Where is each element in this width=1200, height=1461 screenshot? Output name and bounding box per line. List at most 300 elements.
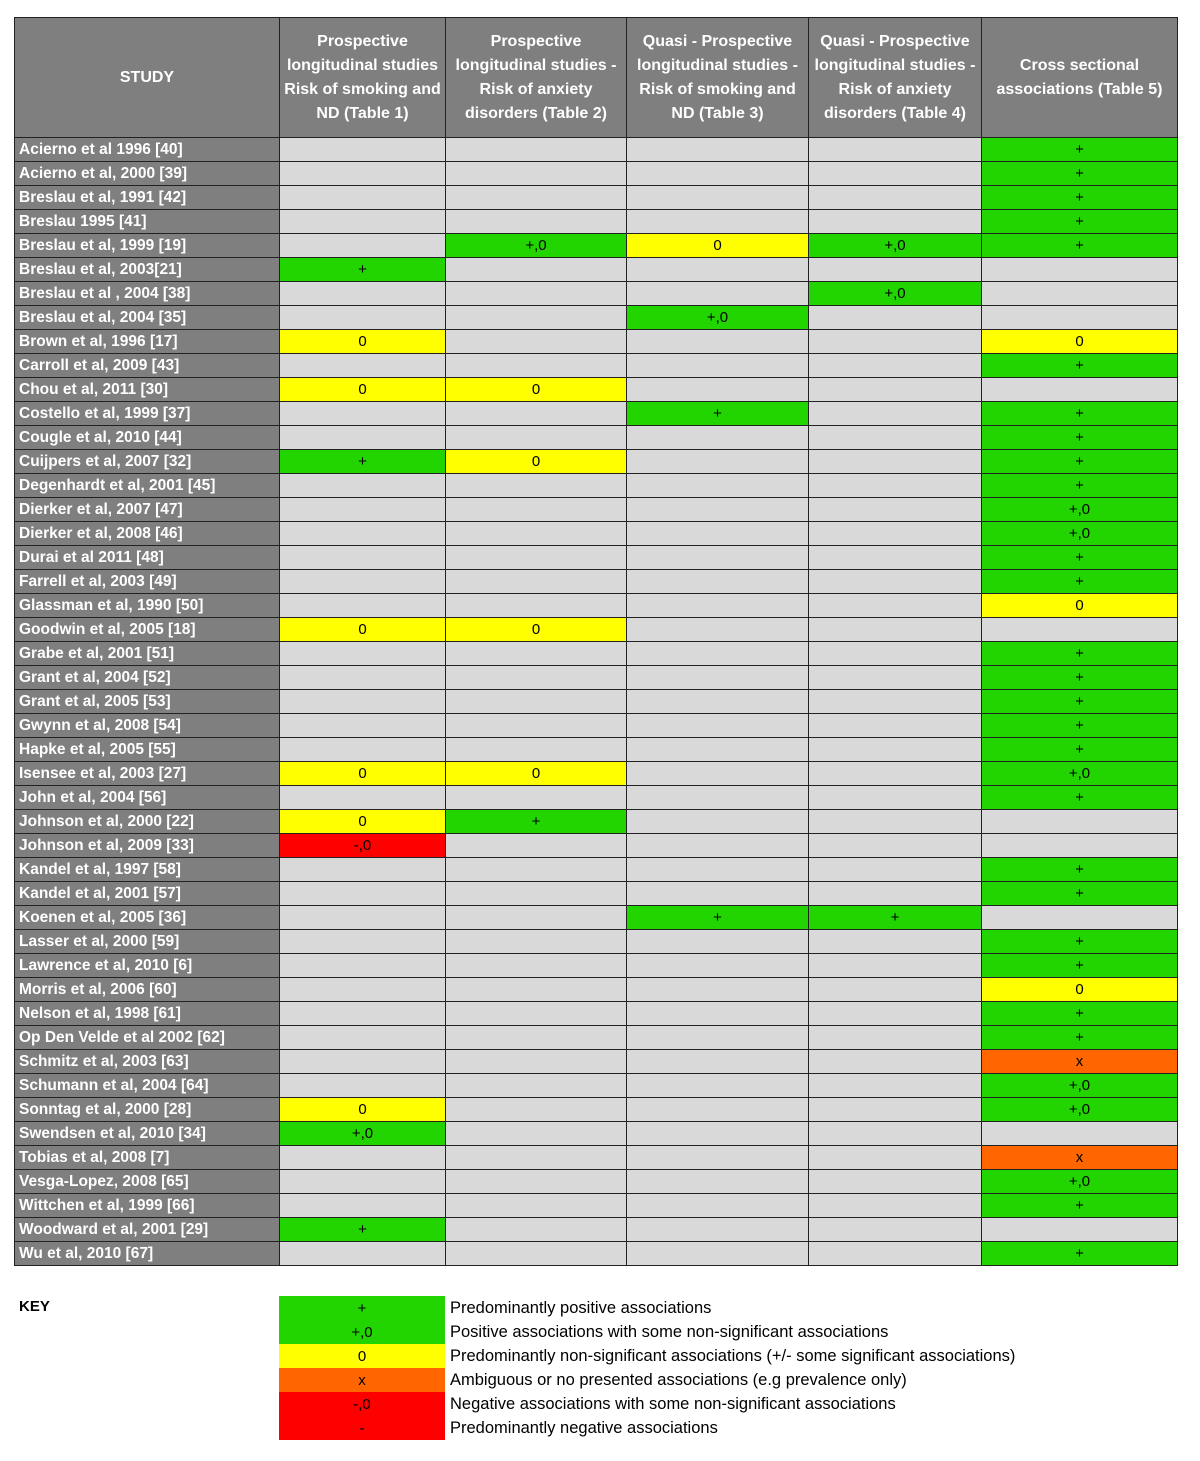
study-name-cell: Grabe et al, 2001 [51] — [15, 642, 280, 666]
key-swatch: 0 — [279, 1344, 445, 1368]
study-name-cell: Dierker et al, 2007 [47] — [15, 498, 280, 522]
association-cell — [446, 162, 627, 186]
association-cell — [446, 882, 627, 906]
association-cell — [627, 594, 809, 618]
study-name-cell: Dierker et al, 2008 [46] — [15, 522, 280, 546]
study-name-cell: Grant et al, 2004 [52] — [15, 666, 280, 690]
association-cell — [627, 1098, 809, 1122]
table-row — [15, 258, 1178, 282]
key-swatch: + — [279, 1296, 445, 1320]
association-cell — [446, 666, 627, 690]
study-name-cell: Breslau 1995 [41] — [15, 210, 280, 234]
association-cell: + — [982, 666, 1178, 690]
association-cell — [446, 402, 627, 426]
association-cell — [627, 690, 809, 714]
study-name-cell: Cougle et al, 2010 [44] — [15, 426, 280, 450]
association-cell — [627, 570, 809, 594]
study-name-cell: Kandel et al, 2001 [57] — [15, 882, 280, 906]
table-row — [15, 1050, 1178, 1074]
association-cell — [446, 474, 627, 498]
association-cell — [982, 1218, 1178, 1242]
association-cell — [280, 1050, 446, 1074]
association-cell — [627, 498, 809, 522]
key-description: Predominantly negative associations — [450, 1418, 718, 1437]
association-cell — [809, 1146, 982, 1170]
table-row — [15, 834, 1178, 858]
association-cell — [627, 474, 809, 498]
association-cell — [446, 954, 627, 978]
association-cell — [446, 138, 627, 162]
association-cell — [446, 1194, 627, 1218]
association-cell — [280, 234, 446, 258]
association-cell — [446, 1122, 627, 1146]
association-cell — [627, 642, 809, 666]
table-row — [15, 138, 1178, 162]
association-cell: + — [982, 354, 1178, 378]
association-cell: + — [982, 954, 1178, 978]
association-cell — [280, 858, 446, 882]
association-cell: x — [982, 1146, 1178, 1170]
table-row — [15, 354, 1178, 378]
association-cell — [982, 282, 1178, 306]
study-name-cell: Schumann et al, 2004 [64] — [15, 1074, 280, 1098]
association-cell: + — [280, 450, 446, 474]
association-cell — [809, 954, 982, 978]
key-item — [279, 1344, 1015, 1368]
association-cell — [982, 258, 1178, 282]
association-cell — [446, 1218, 627, 1242]
header-quasi-smoking: Quasi - Prospective longitudinal studies - Risk of smoking and ND (Table 3) — [627, 18, 809, 138]
study-name-cell: Glassman et al, 1990 [50] — [15, 594, 280, 618]
association-cell — [809, 762, 982, 786]
study-name-cell: Sonntag et al, 2000 [28] — [15, 1098, 280, 1122]
study-name-cell: Farrell et al, 2003 [49] — [15, 570, 280, 594]
study-name-cell: Morris et al, 2006 [60] — [15, 978, 280, 1002]
table-row — [15, 786, 1178, 810]
key-label: KEY — [19, 1298, 50, 1315]
association-cell — [627, 162, 809, 186]
association-cell: +,0 — [446, 234, 627, 258]
association-cell — [280, 642, 446, 666]
table-row — [15, 1242, 1178, 1266]
study-name-cell: Hapke et al, 2005 [55] — [15, 738, 280, 762]
key-item — [279, 1296, 1015, 1320]
table-row — [15, 1026, 1178, 1050]
association-cell: 0 — [446, 378, 627, 402]
association-cell — [280, 1194, 446, 1218]
table-row — [15, 162, 1178, 186]
association-cell: + — [982, 474, 1178, 498]
association-cell — [627, 186, 809, 210]
study-name-cell: Wittchen et al, 1999 [66] — [15, 1194, 280, 1218]
association-cell — [280, 594, 446, 618]
study-name-cell: Chou et al, 2011 [30] — [15, 378, 280, 402]
key-swatch: x — [279, 1368, 445, 1392]
table-row — [15, 1146, 1178, 1170]
association-cell: 0 — [982, 594, 1178, 618]
association-cell — [627, 522, 809, 546]
association-cell: + — [982, 426, 1178, 450]
association-cell — [280, 738, 446, 762]
association-cell — [280, 426, 446, 450]
association-cell — [809, 306, 982, 330]
association-cell — [280, 570, 446, 594]
association-cell: + — [982, 1242, 1178, 1266]
table-row — [15, 474, 1178, 498]
association-cell: 0 — [446, 450, 627, 474]
association-cell — [982, 834, 1178, 858]
association-cell — [446, 1026, 627, 1050]
association-cell — [446, 210, 627, 234]
table-row — [15, 330, 1178, 354]
header-study: STUDY — [15, 18, 280, 138]
study-name-cell: Costello et al, 1999 [37] — [15, 402, 280, 426]
table-row — [15, 978, 1178, 1002]
association-cell — [809, 786, 982, 810]
association-cell — [627, 1170, 809, 1194]
association-cell — [627, 354, 809, 378]
association-cell — [280, 786, 446, 810]
association-cell — [446, 858, 627, 882]
table-row — [15, 1122, 1178, 1146]
association-cell — [809, 690, 982, 714]
association-cell: + — [982, 450, 1178, 474]
association-cell: 0 — [280, 618, 446, 642]
key-swatch: -,0 — [279, 1392, 445, 1416]
association-cell — [627, 258, 809, 282]
association-cell — [982, 618, 1178, 642]
association-cell — [627, 666, 809, 690]
association-cell — [446, 1050, 627, 1074]
association-cell — [627, 1002, 809, 1026]
study-name-cell: Cuijpers et al, 2007 [32] — [15, 450, 280, 474]
association-cell — [446, 570, 627, 594]
association-cell: +,0 — [809, 282, 982, 306]
association-cell — [627, 330, 809, 354]
association-cell — [446, 522, 627, 546]
association-cell — [982, 306, 1178, 330]
study-name-cell: Goodwin et al, 2005 [18] — [15, 618, 280, 642]
association-cell: +,0 — [982, 498, 1178, 522]
association-cell — [627, 450, 809, 474]
association-cell — [627, 1074, 809, 1098]
study-name-cell: Acierno et al, 2000 [39] — [15, 162, 280, 186]
association-cell: 0 — [280, 762, 446, 786]
association-cell — [627, 138, 809, 162]
association-cell — [280, 930, 446, 954]
association-cell — [627, 762, 809, 786]
association-cell — [280, 1170, 446, 1194]
association-cell — [809, 1218, 982, 1242]
table-row — [15, 642, 1178, 666]
association-cell — [280, 690, 446, 714]
association-cell: + — [446, 810, 627, 834]
study-name-cell: Breslau et al, 1991 [42] — [15, 186, 280, 210]
association-cell — [809, 714, 982, 738]
association-cell — [627, 546, 809, 570]
association-cell — [809, 1122, 982, 1146]
association-cell — [627, 738, 809, 762]
association-cell — [627, 882, 809, 906]
association-cell — [982, 378, 1178, 402]
key-description: Positive associations with some non-significant associations — [450, 1322, 889, 1341]
table-row — [15, 282, 1178, 306]
association-cell: + — [982, 714, 1178, 738]
association-cell — [280, 474, 446, 498]
association-cell — [809, 882, 982, 906]
association-cell: 0 — [627, 234, 809, 258]
study-name-cell: John et al, 2004 [56] — [15, 786, 280, 810]
association-cell — [280, 1074, 446, 1098]
association-cell — [627, 378, 809, 402]
association-cell — [627, 1218, 809, 1242]
study-name-cell: Koenen et al, 2005 [36] — [15, 906, 280, 930]
association-cell: + — [982, 546, 1178, 570]
table-row — [15, 522, 1178, 546]
study-name-cell: Isensee et al, 2003 [27] — [15, 762, 280, 786]
association-cell — [627, 714, 809, 738]
association-cell — [809, 1050, 982, 1074]
association-cell — [280, 138, 446, 162]
study-name-cell: Tobias et al, 2008 [7] — [15, 1146, 280, 1170]
association-cell — [809, 1098, 982, 1122]
study-name-cell: Acierno et al 1996 [40] — [15, 138, 280, 162]
association-cell: + — [982, 930, 1178, 954]
association-cell: 0 — [280, 1098, 446, 1122]
header-row — [15, 18, 1178, 138]
study-name-cell: Brown et al, 1996 [17] — [15, 330, 280, 354]
association-cell: + — [982, 570, 1178, 594]
association-cell: +,0 — [982, 522, 1178, 546]
table-row — [15, 594, 1178, 618]
association-cell — [280, 882, 446, 906]
association-cell — [809, 186, 982, 210]
association-cell — [809, 1074, 982, 1098]
association-cell: +,0 — [809, 234, 982, 258]
association-cell: + — [982, 138, 1178, 162]
association-cell — [446, 930, 627, 954]
association-cell — [446, 354, 627, 378]
association-cell: +,0 — [627, 306, 809, 330]
association-cell — [280, 954, 446, 978]
association-cell — [446, 1098, 627, 1122]
table-row — [15, 210, 1178, 234]
association-cell — [809, 450, 982, 474]
association-cell — [627, 1146, 809, 1170]
association-cell — [627, 426, 809, 450]
association-cell — [809, 930, 982, 954]
association-cell — [809, 666, 982, 690]
association-cell — [809, 210, 982, 234]
association-cell — [809, 138, 982, 162]
table-row — [15, 378, 1178, 402]
header-prospective-smoking: Prospective longitudinal studies Risk of smoking and ND (Table 1) — [280, 18, 446, 138]
table-row — [15, 690, 1178, 714]
header-prospective-anxiety: Prospective longitudinal studies - Risk of anxiety disorders (Table 2) — [446, 18, 627, 138]
association-cell — [809, 546, 982, 570]
study-name-cell: Nelson et al, 1998 [61] — [15, 1002, 280, 1026]
association-cell: + — [982, 162, 1178, 186]
association-cell — [809, 522, 982, 546]
association-cell — [809, 1026, 982, 1050]
key-description: Negative associations with some non-significant associations — [450, 1394, 896, 1413]
table-row — [15, 570, 1178, 594]
table-row — [15, 954, 1178, 978]
association-cell: 0 — [280, 378, 446, 402]
association-cell: 0 — [280, 330, 446, 354]
association-cell — [809, 618, 982, 642]
study-name-cell: Wu et al, 2010 [67] — [15, 1242, 280, 1266]
association-cell: +,0 — [982, 1098, 1178, 1122]
association-cell: -,0 — [280, 834, 446, 858]
association-cell: + — [280, 258, 446, 282]
association-cell — [280, 210, 446, 234]
key-description: Ambiguous or no presented associations (e.g prevalence only) — [450, 1370, 907, 1389]
table-row — [15, 858, 1178, 882]
study-name-cell: Op Den Velde et al 2002 [62] — [15, 1026, 280, 1050]
association-cell: + — [982, 1026, 1178, 1050]
key-item — [279, 1392, 1015, 1416]
association-cell — [446, 1170, 627, 1194]
association-cell — [809, 978, 982, 1002]
association-cell — [280, 162, 446, 186]
study-name-cell: Kandel et al, 1997 [58] — [15, 858, 280, 882]
association-cell — [446, 546, 627, 570]
table-row — [15, 738, 1178, 762]
association-cell — [280, 1242, 446, 1266]
association-cell: 0 — [982, 978, 1178, 1002]
association-cell — [809, 354, 982, 378]
association-cell: + — [982, 234, 1178, 258]
study-name-cell: Johnson et al, 2009 [33] — [15, 834, 280, 858]
association-cell — [627, 930, 809, 954]
association-cell — [280, 306, 446, 330]
table-row — [15, 1218, 1178, 1242]
association-cell: + — [982, 210, 1178, 234]
study-name-cell: Lasser et al, 2000 [59] — [15, 930, 280, 954]
table-row — [15, 1074, 1178, 1098]
association-cell — [280, 282, 446, 306]
key-legend — [279, 1296, 1015, 1440]
study-name-cell: Grant et al, 2005 [53] — [15, 690, 280, 714]
association-cell: + — [982, 786, 1178, 810]
association-cell — [280, 522, 446, 546]
study-name-cell: Lawrence et al, 2010 [6] — [15, 954, 280, 978]
association-cell — [627, 618, 809, 642]
association-cell — [627, 1122, 809, 1146]
association-cell — [280, 354, 446, 378]
table-row — [15, 762, 1178, 786]
table-row — [15, 402, 1178, 426]
key-item — [279, 1320, 1015, 1344]
association-cell — [446, 426, 627, 450]
key-description: Predominantly positive associations — [450, 1298, 712, 1317]
association-cell — [446, 690, 627, 714]
association-cell: + — [627, 906, 809, 930]
association-cell: + — [280, 1218, 446, 1242]
study-name-cell: Carroll et al, 2009 [43] — [15, 354, 280, 378]
association-cell — [446, 1002, 627, 1026]
table-row — [15, 618, 1178, 642]
association-cell — [627, 810, 809, 834]
association-cell — [627, 954, 809, 978]
association-cell — [809, 162, 982, 186]
study-name-cell: Breslau et al, 1999 [19] — [15, 234, 280, 258]
association-cell: 0 — [982, 330, 1178, 354]
association-cell — [446, 738, 627, 762]
association-cell — [446, 186, 627, 210]
association-cell: 0 — [446, 618, 627, 642]
association-cell — [627, 978, 809, 1002]
association-cell — [446, 1242, 627, 1266]
study-name-cell: Vesga-Lopez, 2008 [65] — [15, 1170, 280, 1194]
association-cell — [809, 810, 982, 834]
key-description: Predominantly non-significant associations (+/- some significant associations) — [450, 1346, 1016, 1365]
association-cell — [446, 594, 627, 618]
key-item — [279, 1368, 1015, 1392]
association-cell — [446, 786, 627, 810]
association-cell — [809, 402, 982, 426]
association-cell — [627, 210, 809, 234]
association-cell — [809, 1194, 982, 1218]
association-cell — [809, 1002, 982, 1026]
association-cell — [446, 1146, 627, 1170]
association-cell — [446, 906, 627, 930]
table-row — [15, 1194, 1178, 1218]
study-name-cell: Durai et al 2011 [48] — [15, 546, 280, 570]
association-cell — [280, 906, 446, 930]
association-cell: + — [982, 1002, 1178, 1026]
association-cell — [627, 1242, 809, 1266]
association-cell: +,0 — [280, 1122, 446, 1146]
association-cell: + — [982, 642, 1178, 666]
association-cell — [627, 834, 809, 858]
association-cell — [982, 810, 1178, 834]
association-cell — [280, 186, 446, 210]
association-cell — [809, 330, 982, 354]
association-cell: + — [982, 882, 1178, 906]
association-cell — [627, 1050, 809, 1074]
header-cross-sectional: Cross sectional associations (Table 5) — [982, 18, 1178, 138]
association-cell — [809, 738, 982, 762]
association-cell: + — [982, 858, 1178, 882]
association-cell — [627, 858, 809, 882]
association-cell — [809, 858, 982, 882]
association-cell — [809, 1170, 982, 1194]
association-cell — [446, 1074, 627, 1098]
study-name-cell: Schmitz et al, 2003 [63] — [15, 1050, 280, 1074]
key-swatch: +,0 — [279, 1320, 445, 1344]
association-cell — [446, 330, 627, 354]
association-cell: +,0 — [982, 762, 1178, 786]
association-cell — [280, 498, 446, 522]
association-cell: + — [982, 402, 1178, 426]
association-cell — [809, 642, 982, 666]
association-cell — [446, 834, 627, 858]
table-row — [15, 930, 1178, 954]
table-row — [15, 666, 1178, 690]
association-cell: +,0 — [982, 1170, 1178, 1194]
association-cell — [982, 906, 1178, 930]
association-cell — [446, 642, 627, 666]
association-cell — [280, 546, 446, 570]
association-cell: x — [982, 1050, 1178, 1074]
association-cell — [280, 666, 446, 690]
association-cell — [982, 1122, 1178, 1146]
association-cell: 0 — [280, 810, 446, 834]
association-cell — [809, 258, 982, 282]
association-cell — [446, 306, 627, 330]
